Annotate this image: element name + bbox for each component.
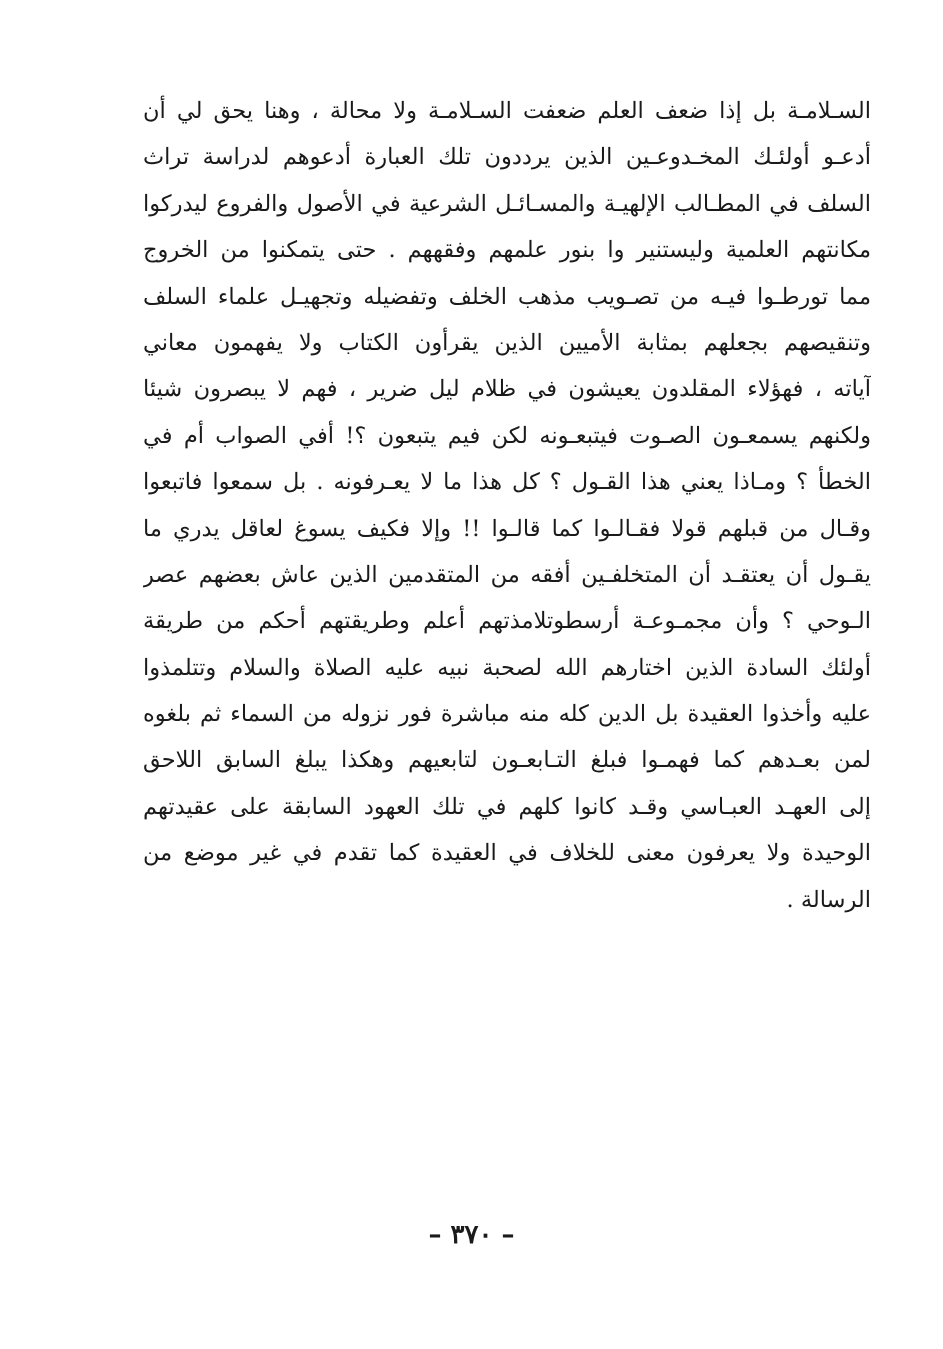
text-line: أولئك السادة الذين اختارهم الله لصحبة نبيه عليه الصلاة والسلام وتتلمذوا <box>143 654 871 681</box>
text-line: السلف في المطـالب الإلهيـة والمسـائـل الشرعية في الأصول والفروع ليدركوا <box>143 190 871 217</box>
text-line: أدعـو أولئـك المخـدوعـين الذين يرددون تلك العبارة أدعوهم لدراسة تراث <box>143 144 871 171</box>
text-line: يقـول أن يعتقـد أن المتخلفـين أفقه من المتقدمين الذين عاش بعضهم عصر <box>143 561 871 588</box>
page-number: – ٣٧٠ – <box>428 1220 515 1250</box>
text-line: إلى العهـد العبـاسي وقـد كانوا كلهم في تلك العهود السابقة على عقيدتهم <box>143 793 871 820</box>
text-line: مكانتهم العلمية وليستنير وا بنور علمهم وفقههم . حتى يتمكنوا من الخروج <box>143 237 871 264</box>
text-line: آياته ، فهؤلاء المقلدون يعيشون في ظلام ليل ضرير ، فهم لا يبصرون شيئا <box>143 376 871 403</box>
text-line: ولكنهم يسمعـون الصـوت فيتبعـونه لكن فيم يتبعون ؟! أفي الصواب أم في <box>143 422 871 449</box>
text-line: مما تورطـوا فيـه من تصـويب مذهب الخلف وتفضيله وتجهيـل علماء السلف <box>143 283 871 310</box>
text-line: الخطأ ؟ ومـاذا يعني هذا القـول ؟ كل هذا ما لا يعـرفونه . بل سمعوا فاتبعوا <box>143 469 871 496</box>
text-line: وتنقيصهم بجعلهم بمثابة الأميين الذين يقرأون الكتاب ولا يفهمون معاني <box>143 329 871 356</box>
text-line-last: الرسالة . <box>786 886 871 913</box>
text-line: الوحيدة ولا يعرفون معنى للخلاف في العقيدة كما تقدم في غير موضع من <box>143 840 871 867</box>
text-line: الـوحي ؟ وأن مجمـوعـة أرسطوتلامذتهم أعلم وطريقتهم أحكم من طريقة <box>143 608 871 635</box>
text-line: السـلامـة بل إذا ضعف العلم ضعفت السـلامـة ولا محالة ، وهنا يحق لي أن <box>143 98 871 124</box>
text-line: عليه وأخذوا العقيدة بل الدين كله منه مباشرة فور نزوله من السماء ثم بلغوه <box>143 701 871 728</box>
body-text <box>143 88 871 923</box>
text-line: لمن بعـدهم كما فهمـوا فبلغ التـابعـون لتابعيهم وهكذا يبلغ السابق اللاحق <box>143 747 871 774</box>
text-line: وقـال من قبلهم قولا فقـالـوا كما قالـوا !! وإلا فكيف يسوغ لعاقل يدري ما <box>143 515 871 542</box>
